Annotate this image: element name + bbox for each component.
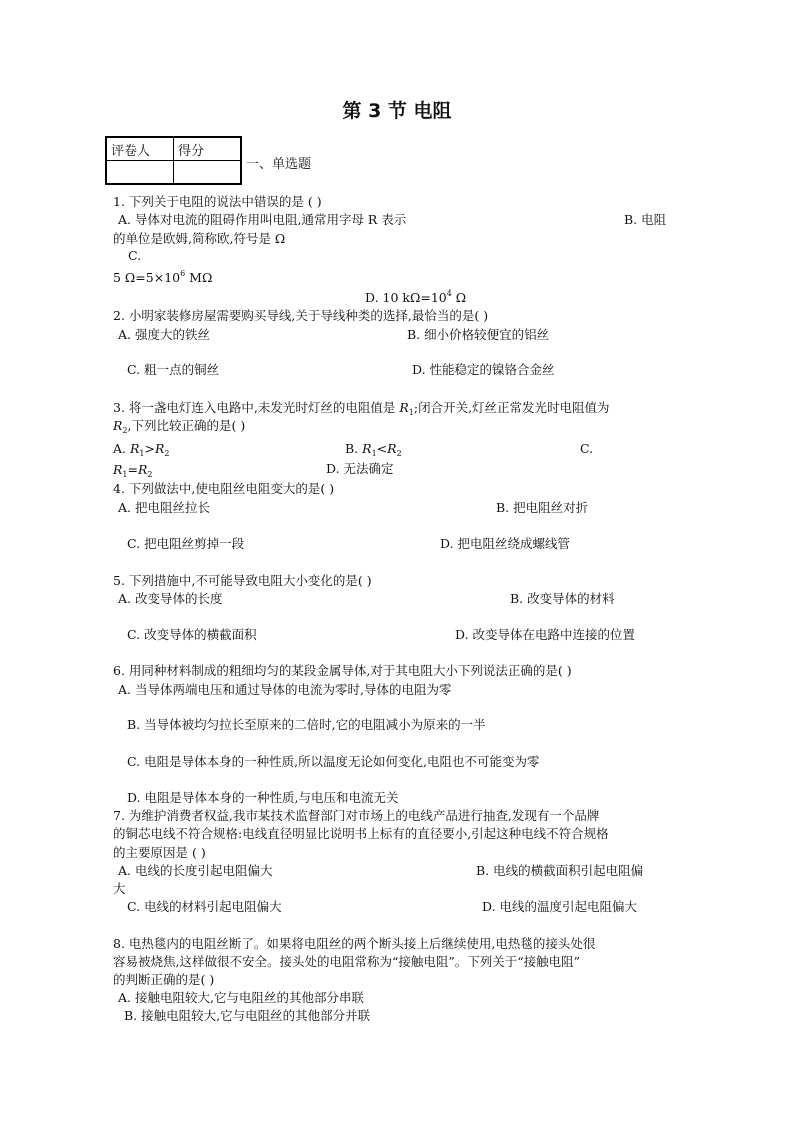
- q4-option-a: A. 把电阻丝拉长: [118, 500, 210, 515]
- q5-option-a: A. 改变导体的长度: [118, 591, 223, 606]
- score-table: [105, 136, 242, 185]
- q5-option-d: D. 改变导体在电路中连接的位置: [455, 627, 636, 642]
- reviewer-header: 评卷人: [106, 137, 174, 161]
- score-header: 得分: [174, 137, 242, 161]
- q7-option-d: D. 电线的温度引起电阻偏大: [482, 899, 638, 914]
- q7-stem-line2: 的铜芯电线不符合规格:电线直径明显比说明书上标有的直径要小,引起这种电线不符合规格: [113, 826, 609, 841]
- q4-option-c: C. 把电阻丝剪掉一段: [127, 536, 245, 551]
- q7-option-c: C. 电线的材料引起电阻偏大: [127, 899, 282, 914]
- q6-option-d: D. 电阻是导体本身的一种性质,与电压和电流无关: [127, 790, 399, 805]
- q1-option-b-cont: 的单位是欧姆,简称欧,符号是 Ω: [113, 231, 286, 246]
- q7-stem-line1: 7. 为维护消费者权益,我市某技术监督部门对市场上的电线产品进行抽查,发现有一个品牌: [113, 808, 600, 823]
- q3-stem-cont: $R_2$,下列比较正确的是( ): [113, 418, 246, 435]
- q2-stem: 2. 小明家装修房屋需要购买导线,关于导线种类的选择,最恰当的是( ): [113, 308, 489, 323]
- q1-option-a: A. 导体对电流的阻碍作用叫电阻,通常用字母 R 表示: [118, 212, 407, 227]
- page-title: 第 3 节 电阻: [342, 100, 452, 122]
- q2-option-c: C. 粗一点的铜丝: [127, 362, 220, 377]
- q6-option-a: A. 当导体两端电压和通过导体的电流为零时,导体的电阻为零: [118, 682, 452, 697]
- q3-stem: 3. 将一盏电灯连入电路中,未发光时灯丝的电阻值是 $R_1$;闭合开关,灯丝正常发光时电阻值为: [113, 400, 610, 417]
- q6-stem: 6. 用同种材料制成的粗细均匀的某段金属导体,对于其电阻大小下列说法正确的是( ): [113, 663, 572, 678]
- reviewer-cell: [106, 161, 174, 185]
- q1-option-b: B. 电阻: [624, 212, 667, 227]
- q1-option-c: C.: [128, 248, 142, 263]
- q8-option-b: B. 接触电阻较大,它与电阻丝的其他部分并联: [124, 1008, 371, 1023]
- q1-stem: 1. 下列关于电阻的说法中错误的是 ( ): [113, 194, 322, 209]
- section-heading: 一、单选题: [246, 157, 312, 172]
- q8-option-a: A. 接触电阻较大,它与电阻丝的其他部分串联: [118, 990, 364, 1005]
- q3-option-b: B. $R_1<R_2$: [345, 441, 402, 458]
- q5-stem: 5. 下列措施中,不可能导致电阻大小变化的是( ): [113, 573, 372, 588]
- q3-option-c-cont: $R_1=R_2$: [113, 462, 153, 479]
- q1-option-c-cont: 5 $\Omega=5\times 10^6$ MΩ: [113, 269, 213, 285]
- q2-option-d: D. 性能稳定的镍铬合金丝: [412, 362, 555, 377]
- q8-stem-line1: 8. 电热毯内的电阻丝断了。如果将电阻丝的两个断头接上后继续使用,电热毯的接头处很: [113, 936, 596, 951]
- q5-option-b: B. 改变导体的材料: [510, 591, 615, 606]
- q8-stem-line3: 的判断正确的是( ): [113, 972, 215, 987]
- q5-option-c: C. 改变导体的横截面积: [127, 627, 257, 642]
- q6-option-c: C. 电阻是导体本身的一种性质,所以温度无论如何变化,电阻也不可能变为零: [127, 754, 540, 769]
- q2-option-a: A. 强度大的铁丝: [118, 327, 210, 342]
- q3-option-d: D. 无法确定: [326, 461, 394, 476]
- q3-option-a: A. $R_1>R_2$: [113, 441, 170, 458]
- q7-stem-line3: 的主要原因是 ( ): [113, 845, 206, 860]
- q7-option-a: A. 电线的长度引起电阻偏大: [118, 863, 273, 878]
- q4-option-b: B. 把电阻丝对折: [496, 500, 589, 515]
- q7-option-b-cont: 大: [113, 881, 126, 896]
- q4-stem: 4. 下列做法中,使电阻丝电阻变大的是( ): [113, 481, 335, 496]
- q7-option-b: B. 电线的横截面积引起电阻偏: [476, 863, 644, 878]
- q6-option-b: B. 当导体被均匀拉长至原来的二倍时,它的电阻减小为原来的一半: [127, 717, 486, 732]
- q2-option-b: B. 细小价格较便宜的铝丝: [407, 327, 550, 342]
- q3-option-c: C.: [580, 441, 594, 456]
- q4-option-d: D. 把电阻丝绕成螺线管: [440, 536, 571, 551]
- q1-option-d: D. 10 $k\Omega=10^4$ Ω: [365, 289, 467, 305]
- score-cell: [174, 161, 242, 185]
- q8-stem-line2: 容易被烧焦,这样做很不安全。接头处的电阻常称为“接触电阻”。下列关于“接触电阻”: [113, 954, 581, 969]
